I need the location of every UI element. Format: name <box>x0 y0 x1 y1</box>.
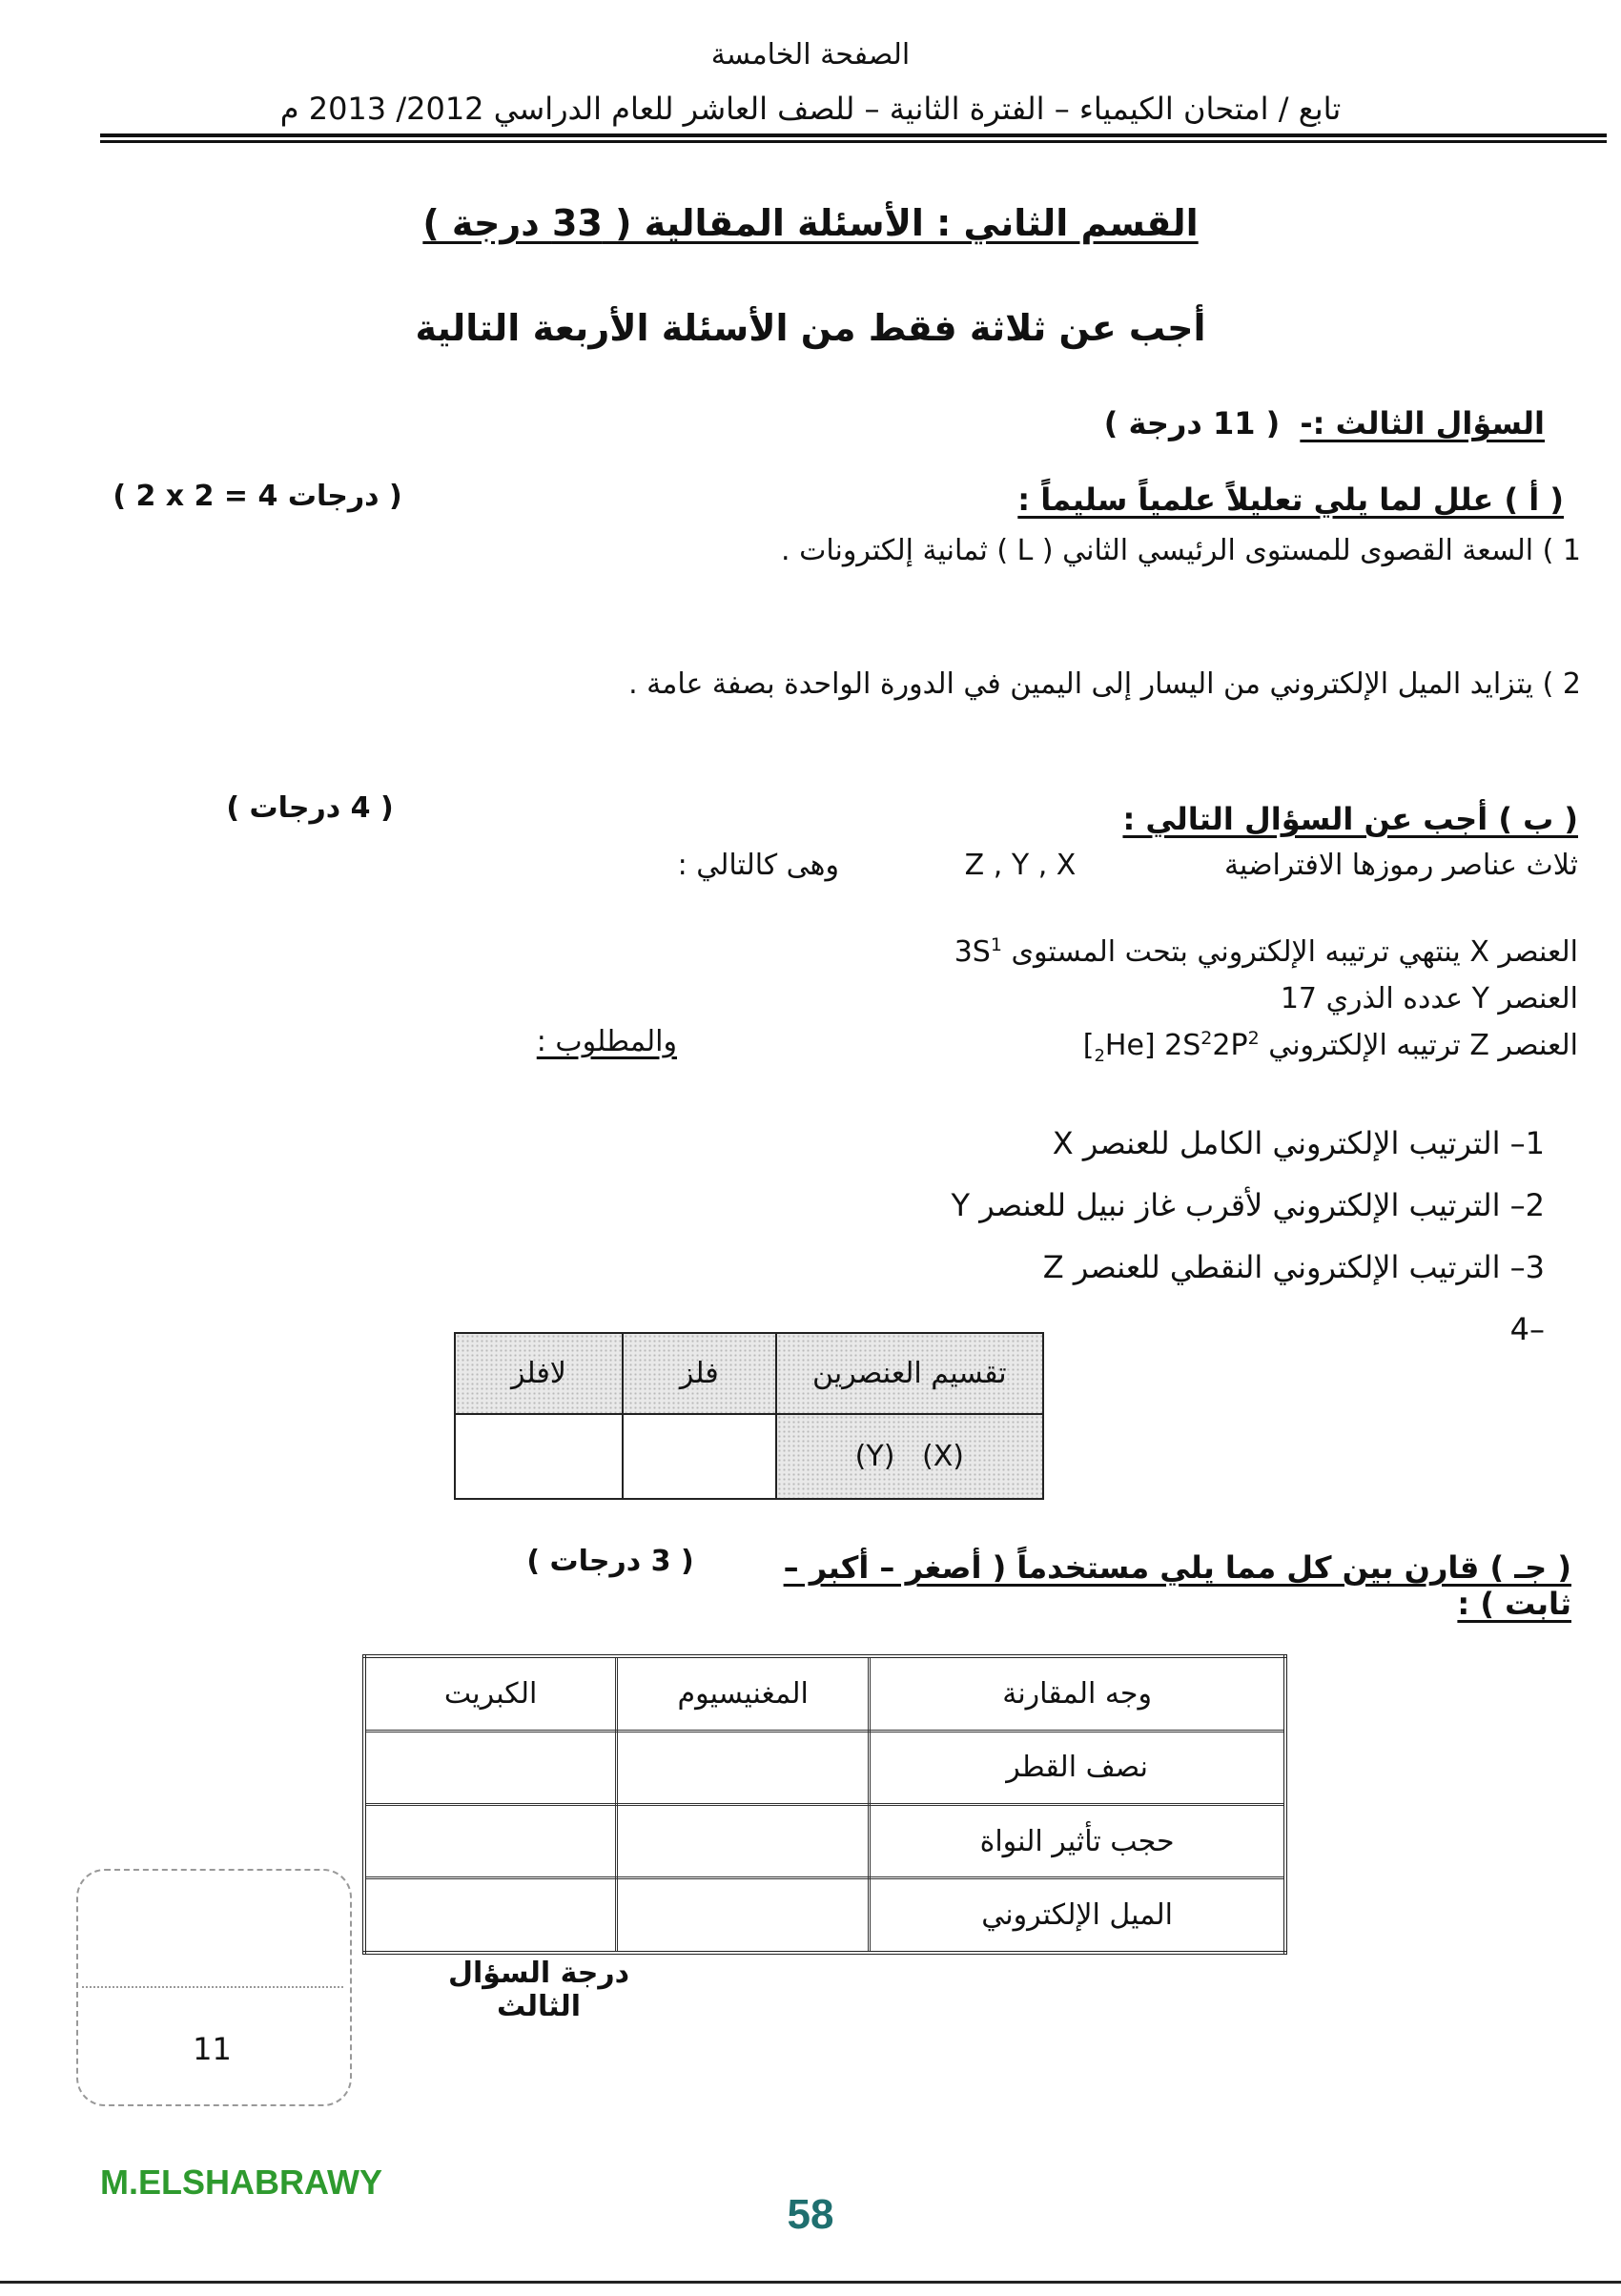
section-title-wrap <box>0 202 1621 244</box>
element-z-line: العنصر Z ترتيبه الإلكتروني $[_2He]$ $2S^22P^2$ <box>1082 1028 1578 1066</box>
part-a-item-1: 1 ) السعة القصوى للمستوى الرئيسي الثاني ( L ) ثمانية إلكترونات . <box>781 534 1581 567</box>
question-marks: ( 11 درجة ) <box>1103 405 1281 441</box>
task-1: 1– الترتيب الإلكتروني الكامل للعنصر X <box>1052 1125 1545 1161</box>
required-label: والمطلوب : <box>536 1025 677 1058</box>
table-cell <box>623 1414 776 1499</box>
part-a-item-2: 2 ) يتزايد الميل الإلكتروني من اليسار إلى اليمين في الدورة الواحدة بصفة عامة . <box>628 667 1581 701</box>
table-cell <box>617 1731 870 1804</box>
table-cell: الميل الإلكتروني <box>870 1878 1285 1953</box>
table-header-cell: وجه المقارنة <box>870 1656 1285 1731</box>
task-3: 3– الترتيب الإلكتروني النقطي للعنصر Z <box>1042 1249 1545 1285</box>
table-cell <box>364 1804 617 1877</box>
part-c-heading: ( جـ ) قارن بين كل مما يلي مستخدماً ( أصغر – أكبر – ثابت ) : <box>783 1549 1571 1622</box>
table-row <box>455 1333 1043 1414</box>
element-y-line: العنصر Y عدده الذري 17 <box>1280 982 1578 1015</box>
task-2: 2– الترتيب الإلكتروني لأقرب غاز نبيل للعنصر Y <box>951 1187 1545 1223</box>
page-name: الصفحة الخامسة <box>710 38 911 72</box>
table-row <box>455 1414 1043 1499</box>
question-label: السؤال الثالث :- <box>1300 405 1545 441</box>
score-value: 11 <box>193 2031 232 2067</box>
score-divider <box>82 1986 343 1988</box>
table-row <box>364 1878 1285 1953</box>
comparison-table <box>362 1654 1287 1955</box>
table-header-cell: المغنيسيوم <box>617 1656 870 1731</box>
table-cell <box>617 1804 870 1877</box>
table-cell <box>364 1731 617 1804</box>
table-row <box>364 1731 1285 1804</box>
element-x-line: العنصر X ينتهي ترتيبه الإلكتروني بتحت المستوى $3S^1$ <box>954 934 1578 969</box>
part-c-marks: ( 3 درجات ) <box>526 1545 694 1578</box>
part-b-marks: ( 4 درجات ) <box>226 791 394 825</box>
task-4: 4– <box>1509 1311 1545 1347</box>
part-b-intro-end: وهى كالتالي : <box>677 849 839 882</box>
instruction: أجب عن ثلاثة فقط من الأسئلة الأربعة التالية <box>415 307 1206 349</box>
classification-table <box>454 1332 1044 1500</box>
table-cell: نصف القطر <box>870 1731 1285 1804</box>
score-label: درجة السؤال الثالث <box>447 1957 630 2023</box>
table-header-cell: الكبريت <box>364 1656 617 1731</box>
table-row <box>364 1656 1285 1731</box>
author-name: M.ELSHABRAWY <box>100 2163 382 2202</box>
table-cell <box>455 1414 623 1499</box>
table-cell <box>364 1878 617 1953</box>
part-b-heading: ( ب ) أجب عن السؤال التالي : <box>1122 801 1578 837</box>
part-b-intro: ثلاث عناصر رموزها الافتراضية <box>1223 849 1578 882</box>
table-header-cell: لافلز <box>455 1333 623 1414</box>
page-number: 58 <box>787 2191 834 2238</box>
part-a-heading: ( أ ) علل لما يلي تعليلاً علمياً سليماً : <box>1017 482 1564 518</box>
exam-header: تابع / امتحان الكيمياء – الفترة الثانية – للصف العاشر للعام الدراسي 2012/ 2013 م <box>279 91 1342 127</box>
table-cell: حجب تأثير النواة <box>870 1804 1285 1877</box>
table-header-cell: تقسيم العنصرين <box>776 1333 1043 1414</box>
table-cell <box>617 1878 870 1953</box>
table-row <box>364 1804 1285 1877</box>
header-divider-double <box>100 140 1607 143</box>
table-cell: (Y) (X) <box>776 1414 1043 1499</box>
footer-divider <box>0 2281 1621 2284</box>
table-header-cell: فلز <box>623 1333 776 1414</box>
part-a-marks: ( 2 x 2 = 4 درجات ) <box>113 480 402 513</box>
section-title: القسم الثاني : الأسئلة المقالية ( 33 درجة ) <box>422 202 1199 244</box>
header-divider <box>100 133 1607 137</box>
element-symbols: Z , Y , X <box>964 849 1077 882</box>
